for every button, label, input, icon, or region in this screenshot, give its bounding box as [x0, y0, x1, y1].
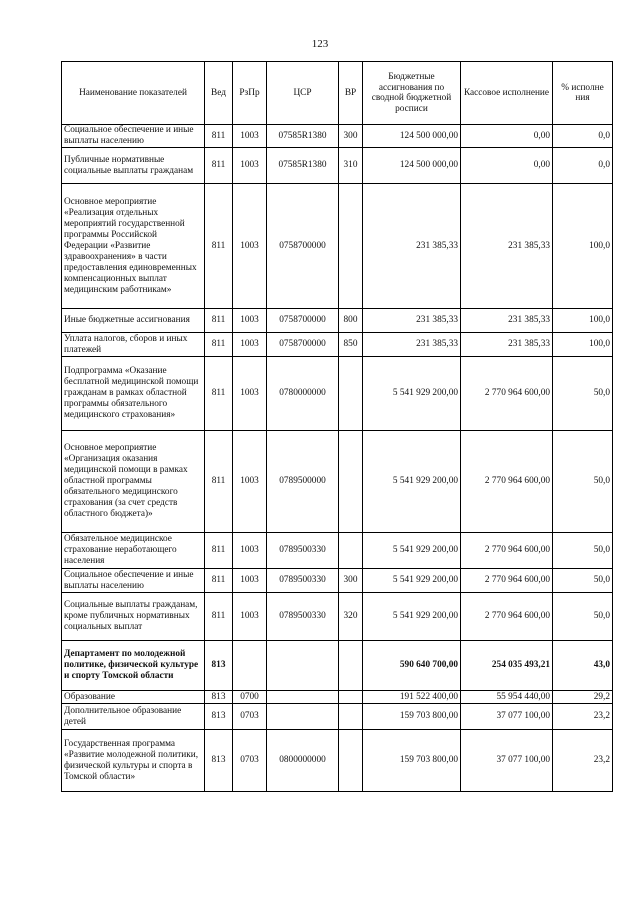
cell-cash: 254 035 493,21 — [461, 641, 553, 691]
column-header-vr: ВР — [339, 62, 363, 125]
cell-budget: 590 640 700,00 — [363, 641, 461, 691]
cell-pct: 23,2 — [553, 704, 613, 730]
cell-pct: 50,0 — [553, 357, 613, 431]
cell-pct: 0,0 — [553, 125, 613, 148]
cell-ved: 811 — [205, 431, 233, 533]
cell-ved: 813 — [205, 730, 233, 792]
cell-rzpr — [233, 641, 267, 691]
cell-vr — [339, 691, 363, 704]
cell-ved: 811 — [205, 184, 233, 309]
cell-name: Дополнительное образование детей — [62, 704, 205, 730]
cell-cash: 2 770 964 600,00 — [461, 593, 553, 641]
column-header-pct: % исполне ния — [553, 62, 613, 125]
cell-rzpr: 0703 — [233, 730, 267, 792]
cell-ved: 811 — [205, 357, 233, 431]
cell-pct: 23,2 — [553, 730, 613, 792]
cell-cash: 2 770 964 600,00 — [461, 569, 553, 593]
cell-ved: 813 — [205, 704, 233, 730]
cell-vr: 310 — [339, 148, 363, 184]
cell-rzpr: 1003 — [233, 333, 267, 357]
cell-vr — [339, 730, 363, 792]
cell-csr: 0758700000 — [267, 309, 339, 333]
cell-csr: 0758700000 — [267, 333, 339, 357]
cell-name: Подпрограмма «Оказание бесплатной медицинской помощи гражданам в рамках областной программы обязательного медицинского страхования» — [62, 357, 205, 431]
cell-vr — [339, 641, 363, 691]
cell-pct: 100,0 — [553, 184, 613, 309]
cell-csr — [267, 641, 339, 691]
cell-rzpr: 1003 — [233, 533, 267, 569]
cell-pct: 43,0 — [553, 641, 613, 691]
cell-budget: 124 500 000,00 — [363, 125, 461, 148]
cell-cash: 231 385,33 — [461, 309, 553, 333]
cell-csr: 0789500330 — [267, 569, 339, 593]
cell-cash: 231 385,33 — [461, 333, 553, 357]
cell-ved: 811 — [205, 533, 233, 569]
cell-budget: 5 541 929 200,00 — [363, 357, 461, 431]
table-row-department — [62, 641, 613, 691]
cell-budget: 5 541 929 200,00 — [363, 533, 461, 569]
cell-name: Государственная программа «Развитие молодежной политики, физической культуры и спорта в Томской области» — [62, 730, 205, 792]
table-row — [62, 704, 613, 730]
cell-budget: 231 385,33 — [363, 309, 461, 333]
cell-rzpr: 1003 — [233, 431, 267, 533]
cell-csr: 07585R1380 — [267, 125, 339, 148]
cell-budget: 231 385,33 — [363, 333, 461, 357]
cell-rzpr: 1003 — [233, 357, 267, 431]
column-header-cash: Кассовое исполнение — [461, 62, 553, 125]
table-row — [62, 691, 613, 704]
cell-budget: 124 500 000,00 — [363, 148, 461, 184]
cell-vr: 320 — [339, 593, 363, 641]
cell-cash: 37 077 100,00 — [461, 704, 553, 730]
cell-csr: 0800000000 — [267, 730, 339, 792]
cell-csr: 0789500000 — [267, 431, 339, 533]
cell-cash: 2 770 964 600,00 — [461, 431, 553, 533]
cell-budget: 5 541 929 200,00 — [363, 431, 461, 533]
budget-execution-table — [61, 61, 613, 792]
table-row — [62, 333, 613, 357]
cell-ved: 811 — [205, 148, 233, 184]
column-header-budget: Бюджетные ассигнования по сводной бюджетной росписи — [363, 62, 461, 125]
cell-vr — [339, 704, 363, 730]
cell-ved: 811 — [205, 593, 233, 641]
cell-csr: 07585R1380 — [267, 148, 339, 184]
cell-cash: 2 770 964 600,00 — [461, 357, 553, 431]
cell-pct: 0,0 — [553, 148, 613, 184]
column-header-csr: ЦСР — [267, 62, 339, 125]
cell-ved: 813 — [205, 641, 233, 691]
cell-name: Основное мероприятие «Организация оказания медицинской помощи в рамках областной программы обязательного медицинского страхования (за счет средств областного бюджета)» — [62, 431, 205, 533]
cell-pct: 50,0 — [553, 593, 613, 641]
cell-vr — [339, 431, 363, 533]
cell-rzpr: 0700 — [233, 691, 267, 704]
cell-ved: 811 — [205, 333, 233, 357]
cell-name: Департамент по молодежной политике, физической культуре и спорту Томской области — [62, 641, 205, 691]
cell-rzpr: 1003 — [233, 593, 267, 641]
cell-vr: 300 — [339, 125, 363, 148]
cell-vr — [339, 533, 363, 569]
cell-name: Образование — [62, 691, 205, 704]
cell-ved: 811 — [205, 125, 233, 148]
table-row — [62, 184, 613, 309]
cell-vr: 300 — [339, 569, 363, 593]
cell-rzpr: 1003 — [233, 184, 267, 309]
table-row — [62, 148, 613, 184]
table-header-row — [62, 62, 613, 125]
cell-csr: 0789500330 — [267, 533, 339, 569]
cell-cash: 0,00 — [461, 125, 553, 148]
cell-pct: 29,2 — [553, 691, 613, 704]
cell-csr — [267, 704, 339, 730]
cell-budget: 159 703 800,00 — [363, 730, 461, 792]
cell-name: Социальное обеспечение и иные выплаты населению — [62, 569, 205, 593]
cell-rzpr: 1003 — [233, 148, 267, 184]
cell-csr: 0789500330 — [267, 593, 339, 641]
cell-rzpr: 1003 — [233, 125, 267, 148]
cell-ved: 811 — [205, 569, 233, 593]
cell-vr: 800 — [339, 309, 363, 333]
cell-pct: 50,0 — [553, 431, 613, 533]
cell-rzpr: 0703 — [233, 704, 267, 730]
cell-cash: 231 385,33 — [461, 184, 553, 309]
cell-budget: 5 541 929 200,00 — [363, 593, 461, 641]
table-row — [62, 593, 613, 641]
cell-pct: 50,0 — [553, 533, 613, 569]
cell-name: Социальное обеспечение и иные выплаты населению — [62, 125, 205, 148]
cell-ved: 811 — [205, 309, 233, 333]
cell-budget: 5 541 929 200,00 — [363, 569, 461, 593]
cell-pct: 100,0 — [553, 309, 613, 333]
cell-csr — [267, 691, 339, 704]
cell-budget: 159 703 800,00 — [363, 704, 461, 730]
table-row — [62, 125, 613, 148]
cell-csr: 0758700000 — [267, 184, 339, 309]
cell-name: Основное мероприятие «Реализация отдельных мероприятий государственной программы Российской Федерации «Развитие здравоохранения» в части предоставления единовременных компенсационных выплат медицинским работникам» — [62, 184, 205, 309]
page-number: 123 — [311, 38, 329, 50]
cell-rzpr: 1003 — [233, 309, 267, 333]
cell-name: Обязательное медицинское страхование неработающего населения — [62, 533, 205, 569]
table-row — [62, 533, 613, 569]
cell-pct: 50,0 — [553, 569, 613, 593]
cell-vr — [339, 184, 363, 309]
cell-name: Публичные нормативные социальные выплаты гражданам — [62, 148, 205, 184]
table-row — [62, 569, 613, 593]
cell-cash: 55 954 440,00 — [461, 691, 553, 704]
cell-budget: 191 522 400,00 — [363, 691, 461, 704]
cell-ved: 813 — [205, 691, 233, 704]
cell-name: Уплата налогов, сборов и иных платежей — [62, 333, 205, 357]
column-header-name: Наименование показателей — [62, 62, 205, 125]
cell-name: Иные бюджетные ассигнования — [62, 309, 205, 333]
table-row — [62, 730, 613, 792]
cell-csr: 0780000000 — [267, 357, 339, 431]
cell-name: Социальные выплаты гражданам, кроме публичных нормативных социальных выплат — [62, 593, 205, 641]
cell-cash: 2 770 964 600,00 — [461, 533, 553, 569]
cell-vr: 850 — [339, 333, 363, 357]
table-row — [62, 309, 613, 333]
cell-vr — [339, 357, 363, 431]
table-row — [62, 357, 613, 431]
cell-cash: 0,00 — [461, 148, 553, 184]
cell-cash: 37 077 100,00 — [461, 730, 553, 792]
column-header-rzpr: РзПр — [233, 62, 267, 125]
cell-pct: 100,0 — [553, 333, 613, 357]
column-header-ved: Вед — [205, 62, 233, 125]
cell-rzpr: 1003 — [233, 569, 267, 593]
table-row — [62, 431, 613, 533]
cell-budget: 231 385,33 — [363, 184, 461, 309]
